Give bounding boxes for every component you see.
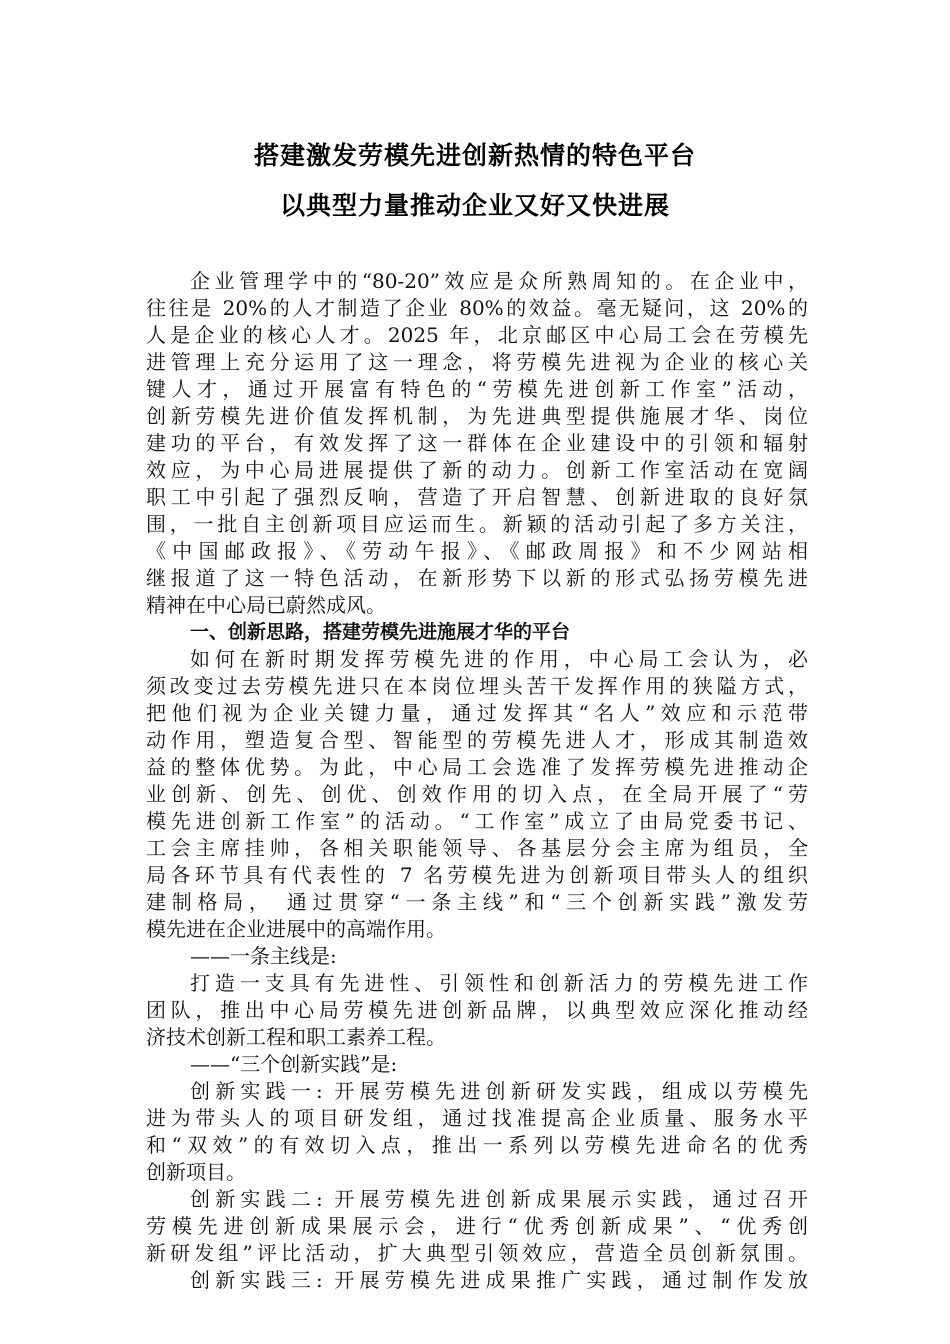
body-line: 往往是 20%的人才制造了企业 80%的效益。毫无疑问，这 20%的 [146,296,808,320]
body-line: 益的整体优势。为此，中心局工会选准了发挥劳模先进推动企 [146,755,808,779]
body-line: 模先进创新工作室”的活动。“工作室”成立了由局党委书记、 [146,809,808,833]
body-line: 进管理上充分运用了这一理念，将劳模先进视为企业的核心关 [146,350,808,374]
body-line: 和“双效”的有效切入点，推出一系列以劳模先进命名的优秀 [146,1133,808,1157]
body-line: 键人才，通过开展富有特色的“劳模先进创新工作室”活动， [146,377,808,401]
list-intro-line: ——一条主线是: [190,944,337,968]
body-line: 业创新、创先、创优、创效作用的切入点，在全局开展了“劳 [146,782,808,806]
body-line: 精神在中心局已蔚然成风。 [146,593,386,617]
body-line: 模先进在企业进展中的高端作用。 [146,917,446,941]
body-line: 创新实践一: 开展劳模先进创新研发实践，组成以劳模先 [190,1079,808,1103]
body-line: 建制格局， 通过贯穿“一条主线”和“三个创新实践”激发劳 [146,890,808,914]
body-line: 工会主席挂帅，各相关职能领导、各基层分会主席为组员，全 [146,836,808,860]
body-line: 动作用，塑造复合型、智能型的劳模先进人才，形成其制造效 [146,728,808,752]
body-line: 创新实践二: 开展劳模先进创新成果展示实践，通过召开 [190,1187,808,1211]
body-line: 围，一批自主创新项目应运而生。新颖的活动引起了多方关注， [146,512,808,536]
document-title-line-2: 以典型力量推动企业又好又快进展 [279,191,670,220]
document-title-line-1: 搭建激发劳模先进创新热情的特色平台 [253,141,696,170]
body-line: 如何在新时期发挥劳模先进的作用，中心局工会认为，必 [190,647,808,671]
body-line: 人是企业的核心人才。2025 年，北京邮区中心局工会在劳模先 [146,323,808,347]
body-line: 继报道了这一特色活动，在新形势下以新的形式弘扬劳模先进 [146,566,808,590]
body-line: 团队，推出中心局劳模先进创新品牌，以典型效应深化推动经 [146,998,808,1022]
body-line: 劳模先进创新成果展示会，进行“优秀创新成果”、“优秀创 [146,1214,808,1238]
body-line: 打造一支具有先进性、引领性和创新活力的劳模先进工作 [190,971,808,995]
body-line: 局各环节具有代表性的 7 名劳模先进为创新项目带头人的组织 [146,863,808,887]
body-line: 把他们视为企业关键力量，通过发挥其“名人”效应和示范带 [146,701,808,725]
body-line: 企业管理学中的“80-20”效应是众所熟周知的。在企业中， [190,269,808,293]
body-line: 《中国邮政报》、《劳动午报》、《邮政周报》和不少网站相 [146,539,808,563]
body-line: 济技术创新工程和职工素养工程。 [146,1025,446,1049]
body-line: 效应，为中心局进展提供了新的动力。创新工作室活动在宽阔 [146,458,808,482]
body-line: 新研发组”评比活动，扩大典型引领效应，营造全员创新氛围。 [146,1241,808,1265]
document-body [146,268,808,1294]
body-line: 创新项目。 [146,1160,246,1184]
body-line: 创新劳模先进价值发挥机制，为先进典型提供施展才华、岗位 [146,404,808,428]
body-line: 进为带头人的项目研发组，通过找准提高企业质量、服务水平 [146,1106,808,1130]
body-line: 创新实践三: 开展劳模先进成果推广实践，通过制作发放 [190,1268,808,1292]
section-heading: 一、创新思路，搭建劳模先进施展才华的平台 [190,621,571,643]
body-line: 须改变过去劳模先进只在本岗位埋头苦干发挥作用的狭隘方式， [146,674,808,698]
body-line: 建功的平台，有效发挥了这一群体在企业建设中的引领和辐射 [146,431,808,455]
body-line: 职工中引起了强烈反响，营造了开启智慧、创新进取的良好氛 [146,485,808,509]
list-intro-line: ——“三个创新实践”是: [190,1052,398,1076]
